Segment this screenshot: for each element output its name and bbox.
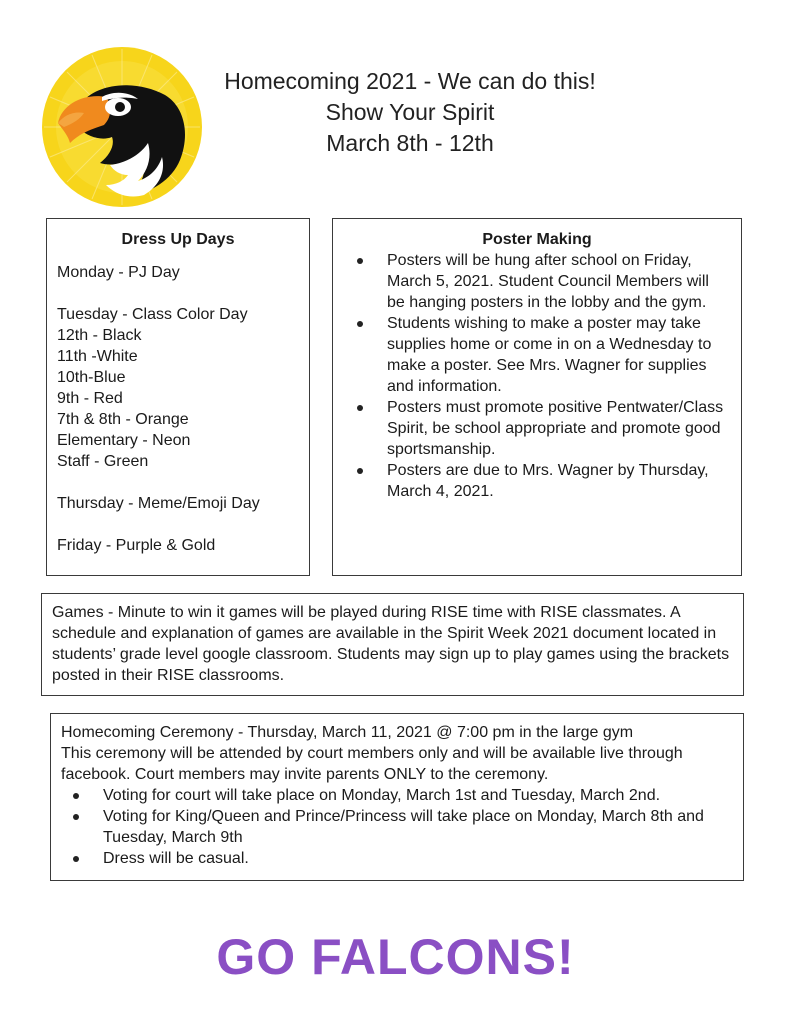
falcon-mascot-icon [40,45,204,209]
tuesday-line: Tuesday - Class Color Day [57,306,248,323]
class-color-item: Staff - Green [57,453,149,470]
list-item: Voting for court will take place on Monday, March 1st and Tuesday, March 2nd. [61,785,733,806]
class-color-item: 7th & 8th - Orange [57,411,189,428]
list-item: Posters are due to Mrs. Wagner by Thursday, March 4, 2021. [347,460,727,502]
poster-making-title: Poster Making [482,231,592,248]
go-falcons-slogan: GO FALCONS! [216,929,575,985]
list-item: Posters will be hung after school on Friday, March 5, 2021. Student Council Members will be hanging posters in the lobby and the gym. [347,250,727,313]
class-color-item: Elementary - Neon [57,432,191,449]
header-title: Homecoming 2021 - We can do this! [224,68,596,94]
list-item: Students wishing to make a poster may take supplies home or come in on a Wednesday to make a poster. See Mrs. Wagner for supplies and information. [347,313,727,397]
dress-up-days-box [46,218,310,576]
class-color-item: 12th - Black [57,327,142,344]
poster-making-list [347,250,727,502]
dress-up-days-title: Dress Up Days [121,231,235,248]
monday-line: Monday - PJ Day [57,264,180,281]
friday-line: Friday - Purple & Gold [57,537,216,554]
page-header [200,66,620,159]
list-item: Dress will be casual. [61,848,733,869]
class-color-item: 11th -White [57,348,138,365]
thursday-line: Thursday - Meme/Emoji Day [57,495,260,512]
list-item: Voting for King/Queen and Prince/Princess will take place on Monday, March 8th and Tuesday, March 9th [61,806,733,848]
ceremony-box [50,713,744,881]
poster-making-box [332,218,742,576]
class-color-item: 9th - Red [57,390,123,407]
games-text: Games - Minute to win it games will be played during RISE time with RISE classmates. A schedule and explanation of games are available in the Spirit Week 2021 document located in students’ grade level google classroom. Students may sign up to play games using the brackets posted in their RISE classrooms. [52,604,730,684]
header-subtitle: Show Your Spirit [325,99,495,125]
header-dates: March 8th - 12th [326,130,494,156]
games-box [41,593,744,696]
list-item: Posters must promote positive Pentwater/Class Spirit, be school appropriate and promote good sportsmanship. [347,397,727,460]
ceremony-list [61,785,733,869]
class-color-item: 10th-Blue [57,369,126,386]
ceremony-body: This ceremony will be attended by court members only and will be available live through facebook. Court members may invite parents ONLY to the ceremony. [61,745,683,783]
ceremony-heading: Homecoming Ceremony - Thursday, March 11, 2021 @ 7:00 pm in the large gym [61,724,634,741]
